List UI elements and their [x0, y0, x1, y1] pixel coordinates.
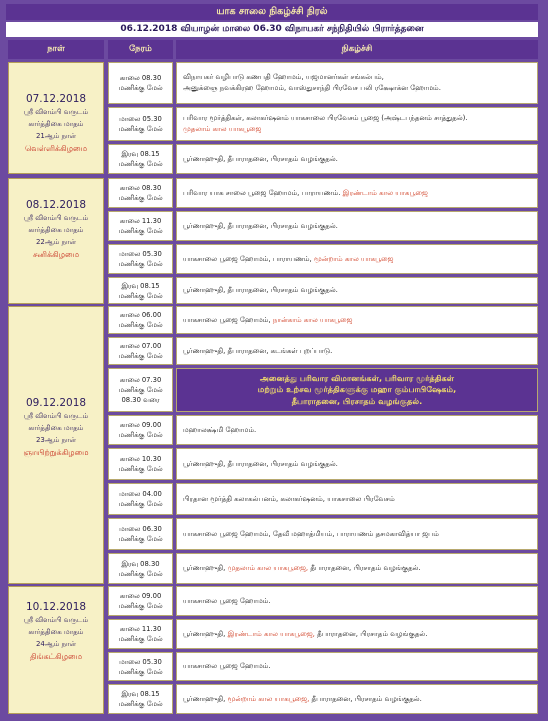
time-cell	[108, 652, 173, 681]
time-cell	[108, 306, 173, 334]
event-text: பரிவார யாக சாலை பூஜை ஹோமம், பாராயணம்.	[183, 188, 341, 197]
time-start: மாலை 04.00	[119, 490, 162, 498]
day-number: 23ஆம் நாள்	[35, 436, 77, 444]
time-cell	[108, 684, 173, 714]
time-suffix: மணிக்கு மேல்	[118, 84, 163, 92]
time-cell	[108, 483, 173, 515]
event-cell	[176, 244, 538, 274]
event-text: பூர்ணாஹுதி,	[183, 629, 226, 638]
day-weekday: சனிக்கிழமை	[32, 250, 80, 259]
event-text: பூர்ணாஹுதி, தீபாராதனை, பிரசாதம் வழங்குதல்.	[183, 286, 338, 294]
event-text: பூர்ணாஹுதி, தீபாராதனை, பிரசாதம் வழங்குதல்.	[183, 221, 338, 230]
time-start: மாலை 06.30	[119, 525, 162, 533]
time-start: இரவு 08.15	[121, 690, 160, 698]
day-weekday: ஞாயிற்றுக்கிழமை	[23, 448, 89, 457]
page-title: யாக சாலை நிகழ்ச்சி நிரல்	[6, 4, 538, 20]
time-start: மாலை 05.30	[119, 250, 162, 258]
time-suffix: மணிக்கு மேல்	[118, 291, 163, 300]
time-start: காலை 06.00	[119, 311, 162, 319]
time-suffix: மணிக்கு மேல்	[118, 465, 163, 473]
time-suffix: மணிக்கு மேல்	[118, 667, 163, 676]
time-cell	[108, 62, 173, 104]
day-month: கார்த்திகை மாதம்	[28, 628, 84, 636]
event-text: பூர்ணாஹுதி, தீபாராதனை, பிரசாதம் வழங்குதல்.	[183, 459, 338, 468]
time-suffix: மணிக்கு மேல்	[118, 321, 163, 329]
time-start: இரவு 08.30	[121, 559, 160, 568]
time-suffix: மணிக்கு மேல்	[118, 227, 163, 235]
event-text: யாகசாலை பூஜை ஹோமம், பாராயணம்,	[183, 254, 312, 263]
time-cell	[108, 586, 173, 616]
event-cell	[176, 415, 538, 445]
time-start: காலை 07.00	[119, 342, 162, 350]
time-suffix: மணிக்கு மேல்	[118, 569, 163, 578]
event-cell	[176, 337, 538, 365]
event-cell	[176, 553, 538, 584]
time-start: காலை 07.30	[119, 376, 162, 384]
event-cell	[176, 586, 538, 616]
time-end: 08.30 வரை	[121, 396, 160, 404]
event-highlight: இரண்டாம் கால யாகபூஜை,	[227, 629, 315, 638]
time-suffix: மணிக்கு மேல்	[118, 602, 163, 610]
time-suffix: மணிக்கு மேல்	[118, 535, 163, 543]
event-cell	[176, 178, 538, 208]
day-date: 09.12.2018	[25, 397, 87, 409]
event-text: தீபாராதனை, பிரசாதம் வழங்குதல்.	[317, 629, 428, 638]
event-cell	[176, 144, 538, 174]
event-highlight: முதலாம் கால யாகபூஜை,	[227, 564, 309, 572]
event-cell-highlight	[176, 368, 538, 412]
event-cell	[176, 107, 538, 141]
event-text: பிரதான மூர்த்தி கலாகல்பனம், கலாகர்ஷனம், யாகசாலை பிரவேசம்	[183, 494, 395, 503]
time-start: காலை 11.30	[119, 625, 162, 633]
time-suffix: மணிக்கு மேல்	[118, 352, 163, 360]
day-cell	[8, 586, 104, 714]
time-suffix: மணிக்கு மேல்	[118, 500, 163, 508]
day-month: கார்த்திகை மாதம்	[28, 424, 84, 432]
day-month: கார்த்திகை மாதம்	[28, 226, 84, 234]
event-cell	[176, 62, 538, 104]
day-year: ஸ்ரீ விளம்பி வருடம்	[23, 412, 89, 420]
time-cell	[108, 553, 173, 584]
time-cell	[108, 244, 173, 274]
event-text: யாகசாலை பூஜை ஹோமம்.	[183, 596, 271, 605]
page-subtitle: 06.12.2018 வியாழன் மாலை 06.30 விநாயகர் சந்நிதியில் பிரார்த்தனை	[6, 22, 538, 37]
day-month: கார்த்திகை மாதம்	[28, 120, 84, 128]
time-suffix: மணிக்கு மேல்	[118, 386, 163, 394]
day-date: 08.12.2018	[25, 199, 87, 211]
day-cell	[8, 178, 104, 304]
time-cell	[108, 415, 173, 445]
day-year: ஸ்ரீ விளம்பி வருடம்	[23, 108, 89, 116]
event-text: விநாயகர் வழிபாடு கணபதி ஹோமம், யஜமானர்கள் சங்கல்பம்,	[183, 73, 384, 81]
column-header-event: நிகழ்ச்சி	[176, 40, 538, 59]
time-suffix: மணிக்கு மேல்	[118, 194, 163, 202]
time-suffix: மணிக்கு மேல்	[118, 635, 163, 643]
event-text: பூர்ணாஹுதி,	[183, 694, 226, 703]
time-start: இரவு 08.15	[121, 150, 160, 158]
time-start: காலை 09.00	[119, 592, 162, 600]
event-cell	[176, 306, 538, 334]
event-text: தீபாராதனை, பிரசாதம் வழங்குதல்.	[291, 395, 423, 406]
time-cell	[108, 107, 173, 141]
time-start: மாலை 05.30	[119, 115, 162, 123]
day-year: ஸ்ரீ விளம்பி வருடம்	[23, 616, 89, 624]
event-cell	[176, 619, 538, 649]
event-text: பரிவார மூர்த்திகள், கலாகர்ஷனம் யாகசாலை பிரவேசம் பூஜை (அஷ்டபந்தனம் சாத்துதல்).	[183, 114, 468, 122]
column-header-day: நாள்	[8, 40, 104, 59]
event-text: தீபாராதனை, பிரசாதம் வழங்குதல்.	[311, 694, 422, 703]
time-cell	[108, 448, 173, 480]
event-text: அனுக்ஞை நவக்கிரஹ ஹோமம், வாஸ்துசாந்தி பிரவேச பலி ரக்ஷோக்ன ஹோமம்.	[183, 84, 441, 92]
time-suffix: மணிக்கு மேல்	[118, 700, 163, 708]
time-start: காலை 10.30	[119, 455, 162, 463]
event-text: பூர்ணாஹுதி, தீபாராதனை, பிரசாதம் வழங்குதல்.	[183, 154, 338, 163]
time-start: காலை 09.00	[119, 421, 162, 429]
time-cell	[108, 337, 173, 365]
day-number: 21ஆம் நாள்	[35, 132, 77, 140]
time-cell	[108, 619, 173, 649]
event-highlight: நான்காம் கால யாகபூஜை	[272, 315, 353, 324]
event-cell	[176, 448, 538, 480]
event-text: பூர்ணாஹுதி,	[183, 564, 226, 572]
event-text: யாகசாலை பூஜை ஹோமம்.	[183, 662, 271, 670]
event-text: தீபாராதனை, பிரசாதம் வழங்குதல்.	[310, 564, 421, 572]
event-text: யாகசாலை பூஜை ஹோமம், தேவீ மஹாத்மியம், பாராயணம் தசமகாவித்யா ஜபம்	[183, 529, 439, 538]
time-start: காலை 08.30	[119, 74, 162, 82]
time-suffix: மணிக்கு மேல்	[118, 160, 163, 168]
day-cell	[8, 306, 104, 584]
time-start: காலை 11.30	[119, 217, 162, 225]
day-number: 24ஆம் நாள்	[35, 640, 77, 648]
event-cell	[176, 518, 538, 550]
day-weekday: திங்கட்கிழமை	[29, 652, 83, 661]
day-number: 22ஆம் நாள்	[35, 238, 77, 246]
day-date: 07.12.2018	[25, 93, 87, 105]
day-weekday: வெள்ளிக்கிழமை	[24, 144, 88, 153]
day-cell	[8, 62, 104, 174]
event-cell	[176, 277, 538, 304]
time-suffix: மணிக்கு மேல்	[118, 125, 163, 133]
time-start: மாலை 05.30	[119, 657, 162, 666]
event-highlight: மூன்றாம் கால யாகபூஜை,	[227, 694, 310, 703]
event-highlight: இரண்டாம் கால யாகபூஜை	[342, 188, 428, 197]
event-cell	[176, 211, 538, 241]
event-cell	[176, 483, 538, 515]
time-suffix: மணிக்கு மேல்	[118, 260, 163, 268]
event-text: பூர்ணாஹுதி, தீபாராதனை, கடங்கள் புறப்பாடு.	[183, 346, 333, 355]
time-cell	[108, 518, 173, 550]
time-suffix: மணிக்கு மேல்	[118, 431, 163, 439]
day-year: ஸ்ரீ விளம்பி வருடம்	[23, 214, 89, 222]
event-text: மற்றும் உற்சவ மூர்த்திகளுக்கு மஹா கும்பாபிஷேகம்,	[257, 384, 457, 395]
time-cell	[108, 368, 173, 412]
day-date: 10.12.2018	[25, 601, 87, 613]
event-text: யாகசாலை பூஜை ஹோமம்,	[183, 315, 271, 324]
time-start: இரவு 08.15	[121, 281, 160, 290]
time-cell	[108, 211, 173, 241]
time-cell	[108, 144, 173, 174]
event-text: மஹாலக்ஷ்மி ஹோமம்.	[183, 425, 257, 434]
event-highlight: முதலாம் கால யாகபூஜை	[183, 125, 262, 133]
column-header-time: நேரம்	[108, 40, 173, 59]
time-cell	[108, 277, 173, 304]
event-highlight: மூன்றாம் கால யாகபூஜை	[314, 254, 394, 263]
time-cell	[108, 178, 173, 208]
event-cell	[176, 684, 538, 714]
time-start: காலை 08.30	[119, 184, 162, 192]
event-cell	[176, 652, 538, 681]
event-text: அனைத்து பரிவார விமானங்கள், பரிவார மூர்த்திகள்	[259, 372, 455, 383]
